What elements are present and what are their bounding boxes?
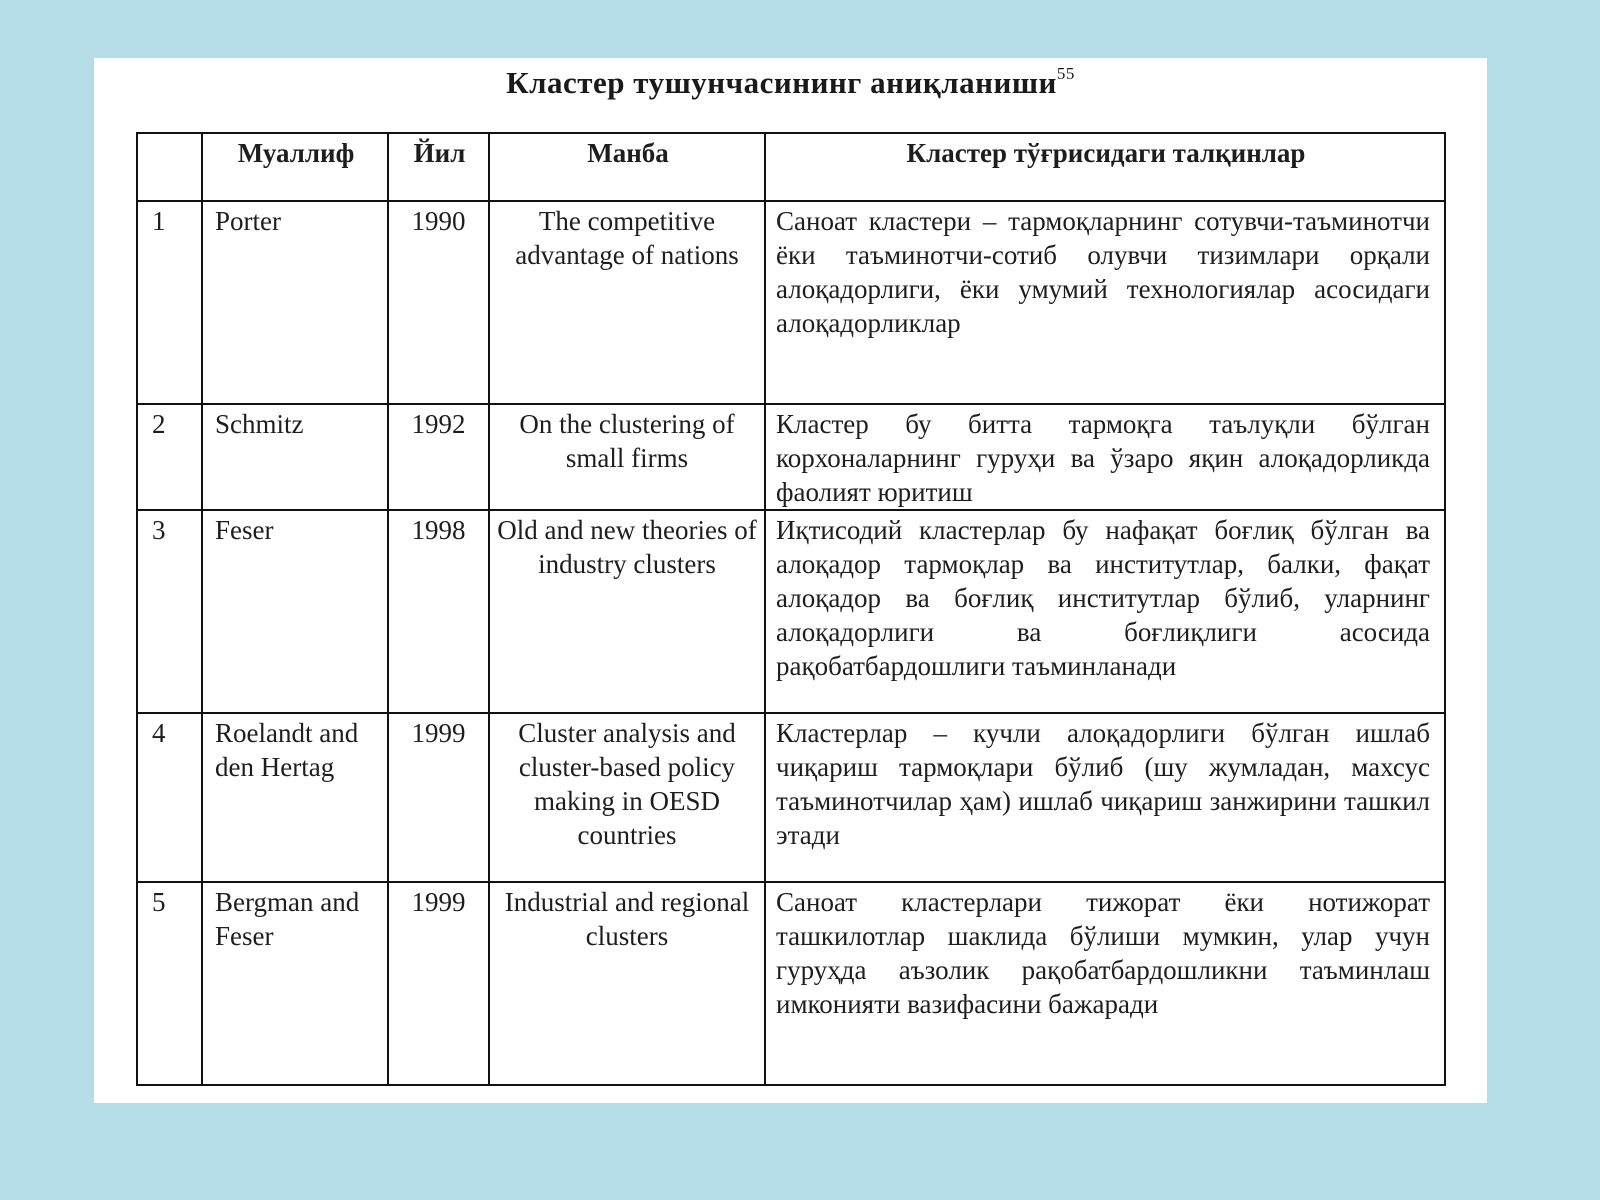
- footnote-marker: 55: [1056, 64, 1075, 83]
- row-number: 1: [137, 201, 202, 404]
- row-description: Саноат кластерлари тижорат ёки нотижорат ташкилотлар шаклида бўлиши мумкин, улар учун гуруҳда аъзолик рақобатбардошликни таъминлаш имконияти вазифасини бажаради: [765, 882, 1445, 1085]
- row-source: Cluster analysis and cluster-based policy making in OESD countries: [489, 713, 765, 882]
- row-year: 1992: [388, 404, 489, 510]
- row-number: 2: [137, 404, 202, 510]
- row-author: Bergman and Feser: [202, 882, 388, 1085]
- row-number: 3: [137, 510, 202, 713]
- table-header-row: [137, 133, 1445, 201]
- row-author: Feser: [202, 510, 388, 713]
- row-author: Schmitz: [202, 404, 388, 510]
- page-title: [94, 64, 1487, 101]
- table-row: [137, 404, 1445, 510]
- row-source: Old and new theories of industry clusters: [489, 510, 765, 713]
- row-description: Кластерлар – кучли алоқадорлиги бўлган ишлаб чиқариш тармоқлари бўлиб (шу жумладан, махсус таъминотчилар ҳам) ишлаб чиқариш занжирини ташкил этади: [765, 713, 1445, 882]
- table-row: [137, 882, 1445, 1085]
- table-row: [137, 201, 1445, 404]
- table-row: [137, 713, 1445, 882]
- row-description: Иқтисодий кластерлар бу нафақат боғлиқ бўлган ва алоқадор тармоқлар ва институтлар, балки, фақат алоқадор ва боғлиқ институтлар бўлиб, уларнинг алоқадорлиги ва боғлиқлиги асосида рақобатбардошлиги таъминланади: [765, 510, 1445, 713]
- row-year: 1990: [388, 201, 489, 404]
- cluster-definitions-table: [136, 132, 1446, 1086]
- header-num: [137, 133, 202, 201]
- row-source: The competitive advantage of nations: [489, 201, 765, 404]
- header-description: Кластер тўғрисидаги талқинлар: [765, 133, 1445, 201]
- table-row: [137, 510, 1445, 713]
- row-description: Саноат кластери – тармоқларнинг сотувчи-таъминотчи ёки таъминотчи-сотиб олувчи тизимлари орқали алоқадорлиги, ёки умумий технологиялар асосидаги алоқадорликлар: [765, 201, 1445, 404]
- row-year: 1998: [388, 510, 489, 713]
- row-year: 1999: [388, 713, 489, 882]
- row-author: Roelandt and den Hertag: [202, 713, 388, 882]
- row-author: Porter: [202, 201, 388, 404]
- document-page: [94, 58, 1487, 1103]
- header-year: Йил: [388, 133, 489, 201]
- row-source: Industrial and regional clusters: [489, 882, 765, 1085]
- header-source: Манба: [489, 133, 765, 201]
- row-year: 1999: [388, 882, 489, 1085]
- row-number: 5: [137, 882, 202, 1085]
- title-text: Кластер тушунчасининг аниқланиши: [506, 65, 1057, 100]
- row-source: On the clustering of small firms: [489, 404, 765, 510]
- row-number: 4: [137, 713, 202, 882]
- header-author: Муаллиф: [202, 133, 388, 201]
- row-description: Кластер бу битта тармоқга таълуқли бўлган корхоналарнинг гуруҳи ва ўзаро яқин алоқадорликда фаолият юритиш: [765, 404, 1445, 510]
